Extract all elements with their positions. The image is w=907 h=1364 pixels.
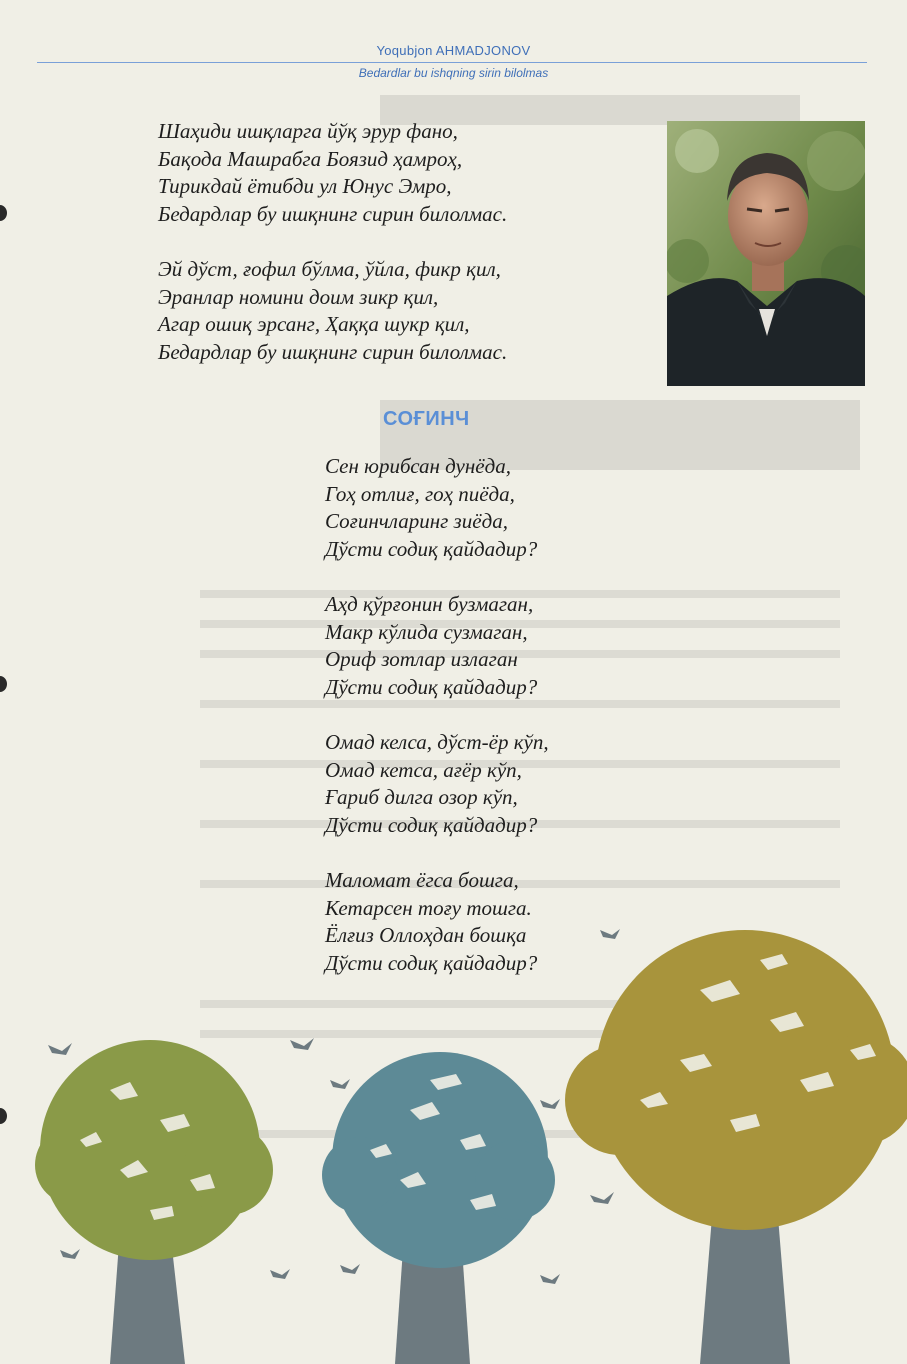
poem-line: Ёлғиз Оллоҳдан бошқа	[325, 923, 527, 947]
poem-line: Бақода Машрабга Боязид ҳамроҳ,	[158, 146, 463, 171]
stanza	[325, 729, 549, 839]
poem-line: Гоҳ отлиғ, гоҳ пиёда,	[325, 481, 515, 506]
stanza	[158, 118, 507, 228]
poem-line: Макр кўлида сузмаган,	[325, 619, 528, 644]
header-divider	[37, 62, 867, 63]
poem-title: СОҒИНЧ	[383, 408, 470, 430]
poem-line: Соғинчларинг зиёда,	[325, 509, 508, 533]
running-header	[0, 42, 907, 60]
poem-line: Дўсти содиқ қайдадир?	[325, 812, 538, 837]
tree-with-birds-illustration	[0, 900, 907, 1364]
poem-second	[325, 453, 549, 977]
poem-line: Сен юрибсан дунёда,	[325, 454, 511, 478]
poem-line: Кетарсен тоғу тошга.	[325, 895, 532, 920]
poem-line: Маломат ёгса бошга,	[325, 868, 519, 892]
poem-line: Шаҳиди ишқларга йўқ эрур фано,	[158, 119, 458, 143]
poem-line: Омад кетса, ағёр кўп,	[325, 757, 522, 782]
poem-line: Ориф зотлар излаган	[325, 647, 518, 671]
poem-line: Тирикдай ётибди ул Юнус Эмро,	[158, 174, 452, 198]
poem-line: Ғариб дилга озор кўп,	[325, 785, 518, 809]
binding-hole	[0, 205, 7, 221]
tree-crown-green	[35, 1040, 273, 1260]
header-author: Yoqubjon AHMADJONOV	[376, 43, 531, 58]
tree-crown-gold	[565, 930, 907, 1230]
stanza	[158, 256, 507, 366]
poem-line: Агар ошиқ эрсанг, Ҳаққа шукр қил,	[158, 312, 470, 336]
header-subtitle: Bedardlar bu ishqning sirin bilolmas	[358, 66, 549, 80]
binding-hole	[0, 676, 7, 692]
poem-first	[158, 118, 507, 366]
poem-line: Дўсти содиқ қайдадир?	[325, 536, 538, 561]
poem-line: Бедардлар бу ишқнинг сирин билолмас.	[158, 339, 508, 364]
poem-line: Омад келса, дўст-ёр кўп,	[325, 730, 549, 754]
poem-line: Эй дўст, ғофил бўлма, ўйла, фикр қил,	[158, 257, 501, 281]
poem-line: Эранлар номини доим зикр қил,	[158, 284, 439, 309]
poem-line: Дўсти содиқ қайдадир?	[325, 950, 538, 975]
stanza	[325, 453, 549, 563]
poem-line: Бедардлар бу ишқнинг сирин билолмас.	[158, 201, 508, 226]
poem-line: Дўсти содиқ қайдадир?	[325, 674, 538, 699]
poem-line: Аҳд қўрғонин бузмаган,	[325, 592, 534, 616]
stanza	[325, 591, 549, 701]
author-portrait-photo	[667, 121, 865, 386]
